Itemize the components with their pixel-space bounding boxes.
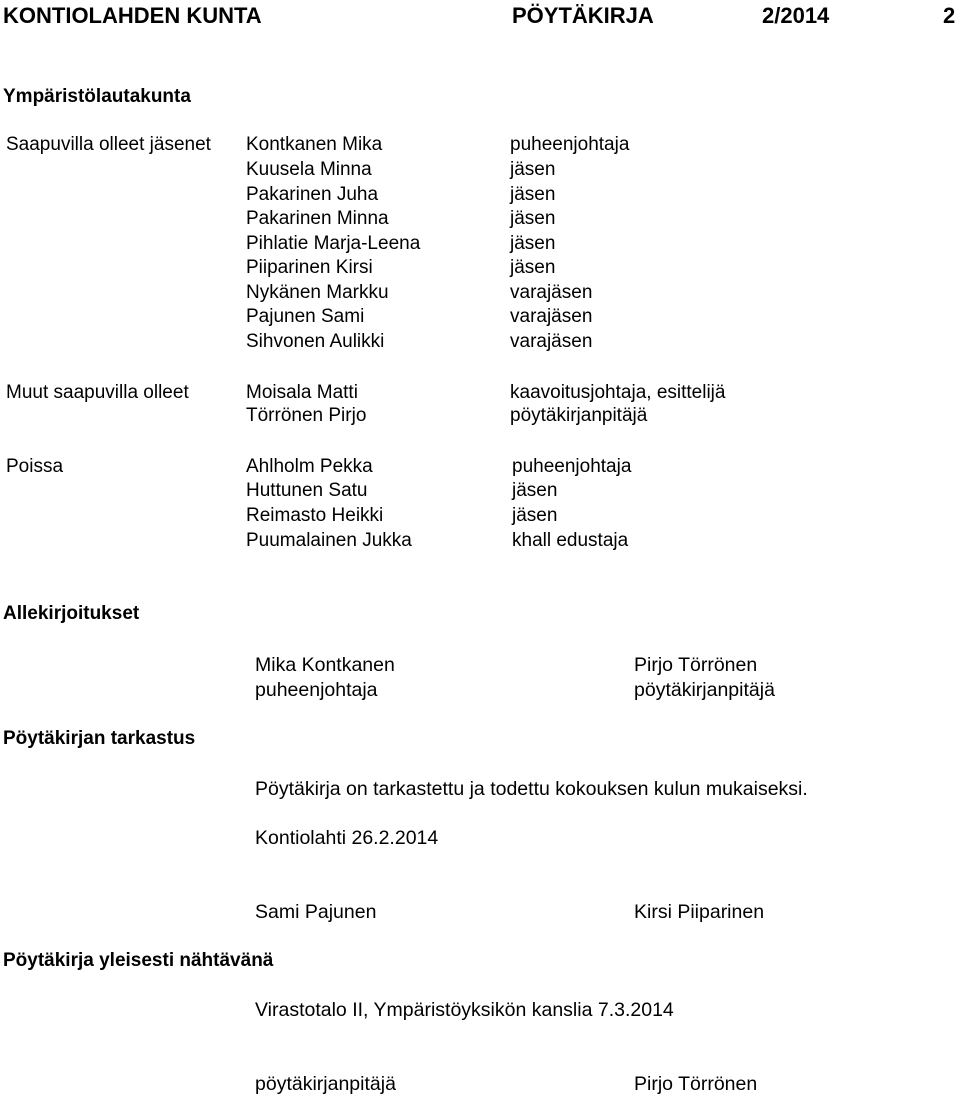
review-statement: Pöytäkirja on tarkastettu ja todettu kokouksen kulun mukaiseksi. bbox=[255, 778, 808, 800]
member-role: varajäsen bbox=[510, 331, 593, 352]
public-display-name: Pirjo Törrönen bbox=[634, 1073, 758, 1095]
absent-name: Reimasto Heikki bbox=[246, 505, 384, 526]
member-role: varajäsen bbox=[510, 282, 593, 303]
other-present-name: Moisala Matti bbox=[246, 382, 358, 403]
document-type: PÖYTÄKIRJA bbox=[512, 3, 654, 28]
member-role: jäsen bbox=[510, 208, 556, 229]
review-heading: Pöytäkirjan tarkastus bbox=[3, 728, 196, 749]
chair-signature-role: puheenjohtaja bbox=[255, 679, 378, 701]
member-name: Piiparinen Kirsi bbox=[246, 257, 373, 278]
absent-name: Huttunen Satu bbox=[246, 480, 368, 501]
member-role: jäsen bbox=[510, 159, 556, 180]
chair-signature-name: Mika Kontkanen bbox=[255, 654, 395, 676]
other-present-role: kaavoitusjohtaja, esittelijä bbox=[510, 382, 726, 403]
review-place-date: Kontiolahti 26.2.2014 bbox=[255, 827, 439, 849]
committee-name: Ympäristölautakunta bbox=[3, 86, 191, 107]
absent-role: puheenjohtaja bbox=[512, 456, 632, 477]
page-number: 2 bbox=[943, 3, 956, 28]
public-display-location-date: Virastotalo II, Ympäristöyksikön kanslia 7.3.2014 bbox=[255, 999, 674, 1021]
other-present-name: Törrönen Pirjo bbox=[246, 405, 367, 426]
member-role: jäsen bbox=[510, 184, 556, 205]
public-display-role: pöytäkirjanpitäjä bbox=[255, 1073, 396, 1095]
member-name: Nykänen Markku bbox=[246, 282, 389, 303]
municipality-title: KONTIOLAHDEN KUNTA bbox=[3, 3, 262, 28]
member-name: Pakarinen Juha bbox=[246, 184, 379, 205]
member-name: Kontkanen Mika bbox=[246, 134, 383, 155]
secretary-signature-role: pöytäkirjanpitäjä bbox=[634, 679, 775, 701]
absent-role: jäsen bbox=[512, 480, 558, 501]
signatures-heading: Allekirjoitukset bbox=[3, 603, 140, 624]
document-number: 2/2014 bbox=[762, 3, 830, 28]
member-role: puheenjohtaja bbox=[510, 134, 630, 155]
absent-role: jäsen bbox=[512, 505, 558, 526]
absent-label: Poissa bbox=[6, 456, 64, 477]
reviewer-right-name: Kirsi Piiparinen bbox=[634, 901, 765, 923]
other-present-label: Muut saapuvilla olleet bbox=[6, 382, 189, 403]
absent-name: Puumalainen Jukka bbox=[246, 530, 412, 551]
public-display-heading: Pöytäkirja yleisesti nähtävänä bbox=[3, 950, 274, 971]
member-name: Pakarinen Minna bbox=[246, 208, 389, 229]
reviewer-left-name: Sami Pajunen bbox=[255, 901, 377, 923]
member-role: jäsen bbox=[510, 257, 556, 278]
member-name: Kuusela Minna bbox=[246, 159, 372, 180]
member-name: Pihlatie Marja-Leena bbox=[246, 233, 421, 254]
absent-role: khall edustaja bbox=[512, 530, 629, 551]
other-present-role: pöytäkirjanpitäjä bbox=[510, 405, 648, 426]
member-name: Pajunen Sami bbox=[246, 306, 365, 327]
absent-name: Ahlholm Pekka bbox=[246, 456, 373, 477]
secretary-signature-name: Pirjo Törrönen bbox=[634, 654, 758, 676]
present-members-label: Saapuvilla olleet jäsenet bbox=[6, 134, 211, 155]
member-role: varajäsen bbox=[510, 306, 593, 327]
member-name: Sihvonen Aulikki bbox=[246, 331, 385, 352]
member-role: jäsen bbox=[510, 233, 556, 254]
